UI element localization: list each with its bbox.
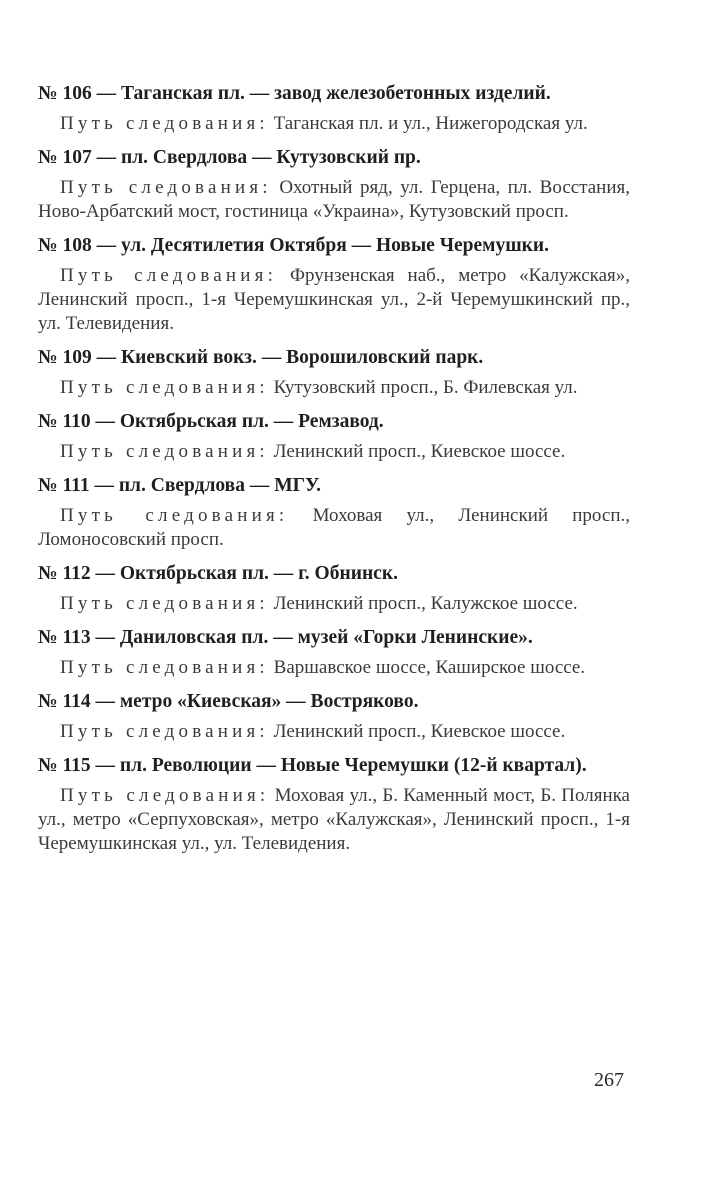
route-heading: № 106 — Таганская пл. — завод железобетонных изделий. — [38, 83, 551, 104]
route-heading: № 113 — Даниловская пл. — музей «Горки Ленинские». — [38, 627, 533, 648]
route-entry-113 — [38, 626, 630, 680]
route-path: Фрунзенская наб., метро «Калужская», Ленинский просп., 1-я Черемушкинская ул., 2-й Черемушкинский пр., ул. Телевидения. — [38, 265, 630, 334]
route-path: Ленинский просп., Киевское шоссе. — [273, 721, 566, 742]
route-label: Путь следования: — [60, 657, 269, 678]
route-label: Путь следования: — [60, 441, 269, 462]
route-label: Путь следования: — [60, 377, 269, 398]
route-path: Моховая ул., Б. Каменный мост, Б. Полянка ул., метро «Серпуховская», метро «Калужская», Ленинский просп., 1-я Черемушкинская ул., ул. Телевидения. — [38, 785, 630, 854]
route-description — [38, 720, 630, 744]
route-heading: № 109 — Киевский вокз. — Ворошиловский парк. — [38, 347, 484, 368]
route-description — [38, 176, 630, 224]
route-description — [38, 784, 630, 856]
route-heading: № 111 — пл. Свердлова — МГУ. — [38, 475, 322, 496]
route-entry-115 — [38, 754, 630, 856]
route-heading: № 107 — пл. Свердлова — Кутузовский пр. — [38, 147, 421, 168]
route-entry-109 — [38, 346, 630, 400]
route-description — [38, 592, 630, 616]
route-entry-111 — [38, 474, 630, 552]
route-heading: № 112 — Октябрьская пл. — г. Обнинск. — [38, 563, 398, 584]
route-description — [38, 504, 630, 552]
route-label: Путь следования: — [60, 505, 289, 526]
route-path: Варшавское шоссе, Каширское шоссе. — [273, 657, 586, 678]
route-path: Охотный ряд, ул. Герцена, пл. Восстания, Ново-Арбатский мост, гостиница «Украина», Кутузовский просп. — [38, 177, 630, 222]
route-path: Ленинский просп., Калужское шоссе. — [273, 593, 578, 614]
route-label: Путь следования: — [60, 593, 269, 614]
route-description — [38, 376, 630, 400]
route-path: Моховая ул., Ленинский просп., Ломоносовский просп. — [38, 505, 630, 550]
page-number: 267 — [594, 1069, 624, 1091]
route-heading: № 115 — пл. Революции — Новые Черемушки (12-й квартал). — [38, 755, 587, 776]
route-entry-107 — [38, 146, 630, 224]
route-entry-108 — [38, 234, 630, 336]
route-description — [38, 112, 630, 136]
route-label: Путь следования: — [60, 113, 269, 134]
route-path: Ленинский просп., Киевское шоссе. — [273, 441, 566, 462]
route-heading: № 114 — метро «Киевская» — Востряково. — [38, 691, 419, 712]
route-label: Путь следования: — [60, 721, 269, 742]
route-label: Путь следования: — [60, 785, 270, 806]
route-label: Путь следования: — [60, 177, 272, 198]
document-page — [38, 82, 630, 866]
route-description — [38, 440, 630, 464]
route-label: Путь следования: — [60, 265, 278, 286]
route-entry-114 — [38, 690, 630, 744]
route-description — [38, 264, 630, 336]
route-path: Кутузовский просп., Б. Филевская ул. — [273, 377, 578, 398]
route-heading: № 110 — Октябрьская пл. — Ремзавод. — [38, 411, 384, 432]
route-entry-106 — [38, 82, 630, 136]
route-entry-112 — [38, 562, 630, 616]
route-heading: № 108 — ул. Десятилетия Октября — Новые Черемушки. — [38, 235, 550, 256]
route-path: Таганская пл. и ул., Нижегородская ул. — [273, 113, 588, 134]
route-description — [38, 656, 630, 680]
route-entry-110 — [38, 410, 630, 464]
